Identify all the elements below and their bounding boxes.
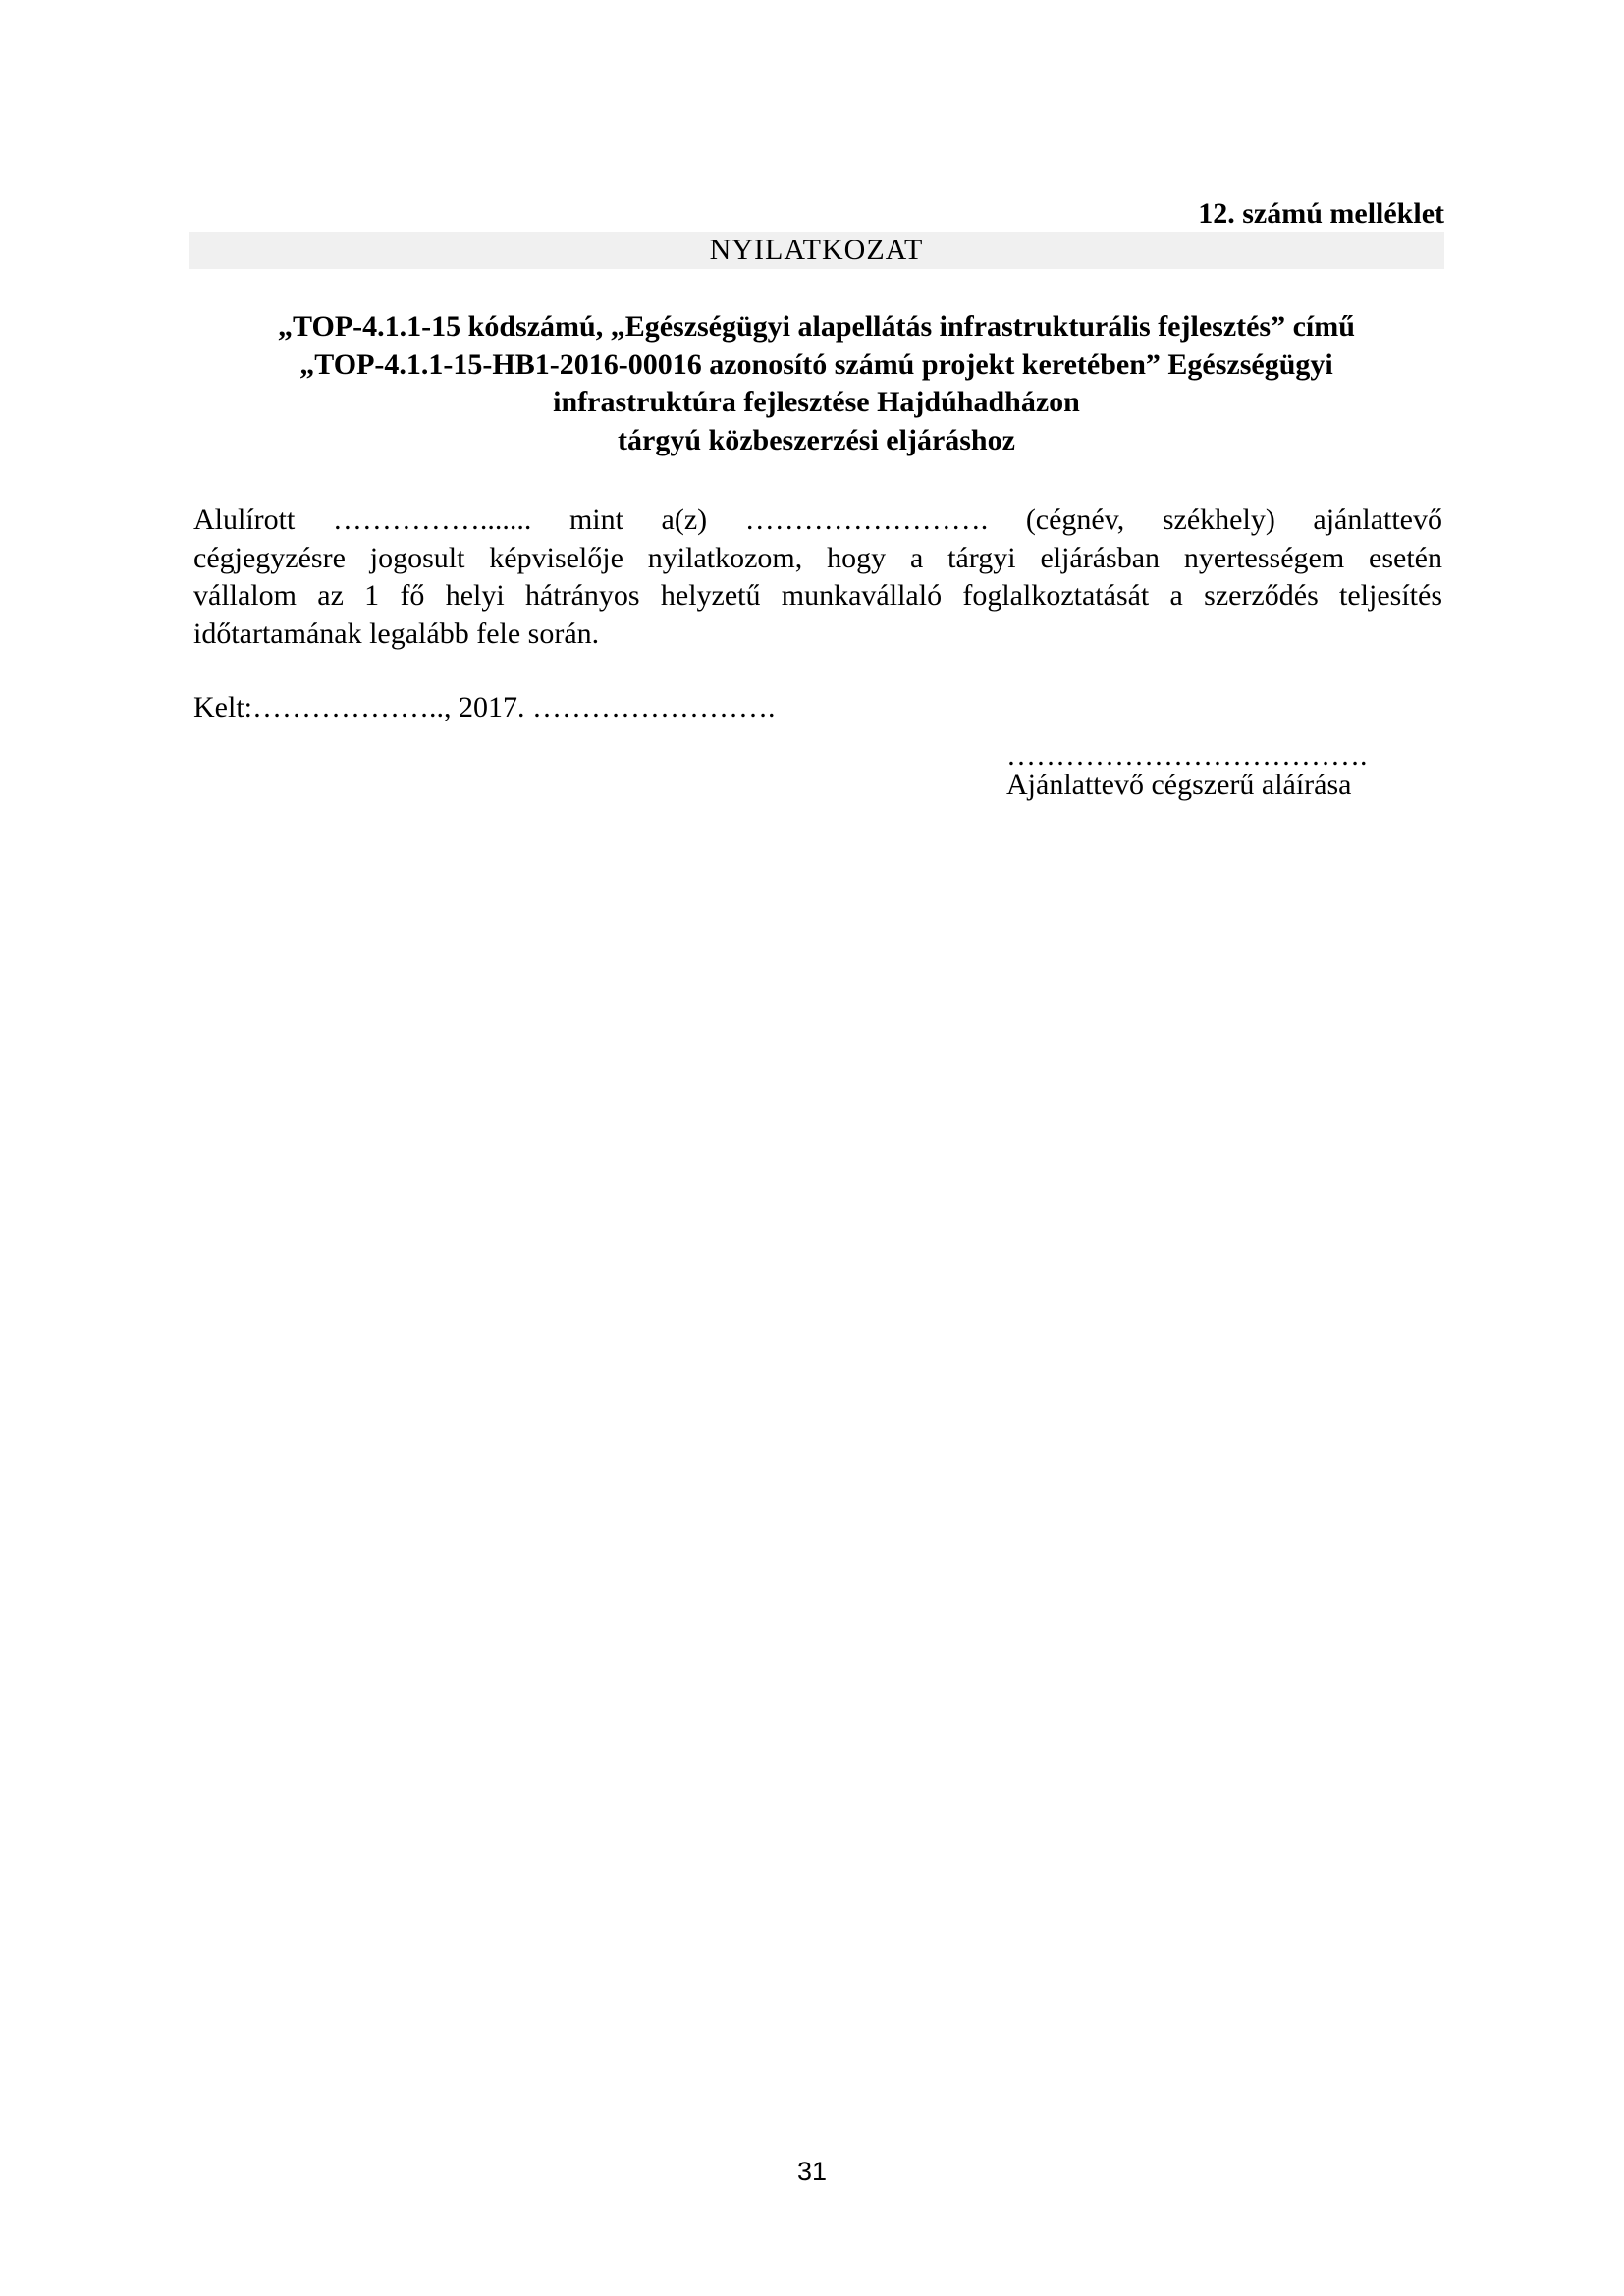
- subject-line: „TOP-4.1.1-15 kódszámú, „Egészségügyi alapellátás infrastrukturális fejlesztés” című: [278, 310, 1355, 343]
- subject-line: infrastruktúra fejlesztése Hajdúhadházon: [553, 386, 1080, 418]
- page-number: 31: [796, 2157, 828, 2186]
- subject-line: „TOP-4.1.1-15-HB1-2016-00016 azonosító számú projekt keretében” Egészségügyi: [299, 347, 1333, 381]
- annex-label: 12. számú melléklet: [1198, 197, 1444, 230]
- signature-label: Ajánlattevő cégszerű aláírása: [1006, 769, 1352, 801]
- document-title: NYILATKOZAT: [709, 234, 924, 266]
- paragraph-line: cégjegyzésre jogosult képviselője nyilatkozom, hogy a tárgyi eljárásban nyertességem esetén: [193, 541, 1442, 574]
- subject-line: tárgyú közbeszerzési eljáráshoz: [618, 423, 1015, 456]
- declaration-paragraph: [193, 502, 1442, 653]
- paragraph-line: időtartamának legalább fele során.: [193, 616, 600, 650]
- signature-dotted-line: ……………………………….: [1006, 739, 1368, 772]
- paragraph-line: vállalom az 1 fő helyi hátrányos helyzetű munkavállaló foglalkoztatását a szerződés teljesítés: [193, 579, 1442, 612]
- paragraph-line: Alulírott ……………....... mint a(z) ……………………. (cégnév, székhely) ajánlattevő: [193, 504, 1442, 536]
- date-place-line: Kelt:……………….., 2017. …………………….: [193, 691, 776, 723]
- procurement-subject: [189, 308, 1444, 459]
